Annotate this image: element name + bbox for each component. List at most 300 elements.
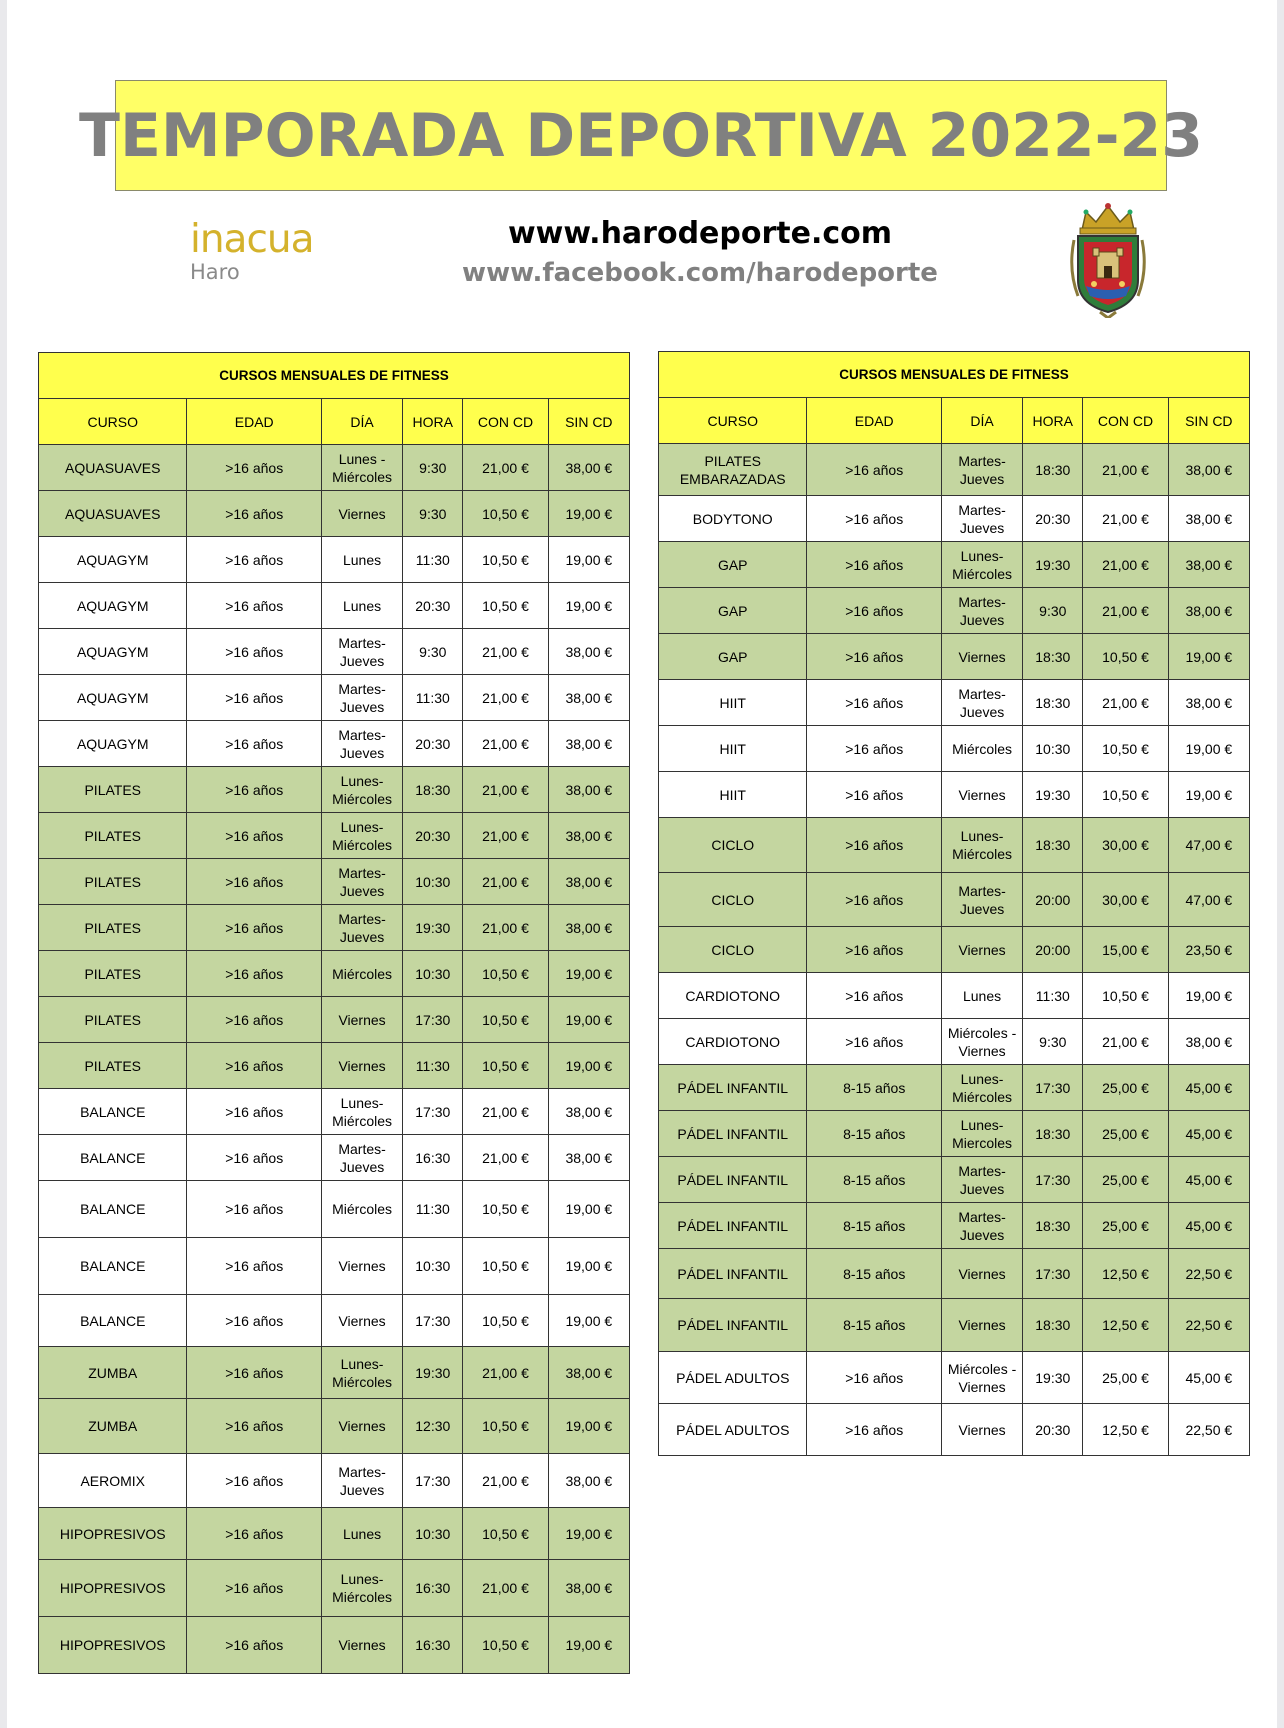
cell-hora: 9:30 bbox=[1023, 1019, 1083, 1065]
cell-sin-cd: 38,00 € bbox=[1168, 542, 1249, 588]
cell-hora: 12:30 bbox=[403, 1399, 463, 1454]
cell-curso bbox=[659, 1065, 807, 1111]
column-header-con-cd: CON CD bbox=[463, 399, 548, 445]
column-header-dia: DÍA bbox=[941, 398, 1022, 444]
cell-edad: 8-15 años bbox=[807, 1065, 941, 1111]
column-header-hora: HORA bbox=[1023, 398, 1083, 444]
cell-dia bbox=[941, 444, 1022, 496]
table-row bbox=[659, 973, 1250, 1019]
cell-sin-cd: 19,00 € bbox=[1168, 726, 1249, 772]
table-row bbox=[39, 1181, 630, 1238]
cell-curso-line: PÁDEL ADULTOS bbox=[676, 1369, 790, 1386]
cell-dia bbox=[941, 927, 1022, 973]
cell-sin-cd: 38,00 € bbox=[548, 905, 629, 951]
page-title: TEMPORADA DEPORTIVA 2022-23 bbox=[79, 100, 1203, 171]
cell-dia-line: Miércoles bbox=[952, 846, 1012, 862]
cell-con-cd: 21,00 € bbox=[463, 1135, 548, 1181]
cell-con-cd: 25,00 € bbox=[1083, 1157, 1168, 1203]
cell-curso bbox=[659, 680, 807, 726]
fitness-table-left bbox=[38, 352, 630, 1674]
cell-edad: >16 años bbox=[807, 873, 941, 927]
cell-hora: 19:30 bbox=[1023, 1352, 1083, 1404]
table-row bbox=[39, 1454, 630, 1508]
cell-hora: 10:30 bbox=[1023, 726, 1083, 772]
cell-dia bbox=[941, 973, 1022, 1019]
cell-edad: >16 años bbox=[807, 634, 941, 680]
cell-dia-line: Miércoles bbox=[952, 740, 1012, 757]
cell-dia bbox=[321, 491, 402, 537]
cell-sin-cd: 38,00 € bbox=[548, 1347, 629, 1399]
cell-edad: >16 años bbox=[807, 973, 941, 1019]
cell-sin-cd: 19,00 € bbox=[1168, 973, 1249, 1019]
cell-dia bbox=[941, 818, 1022, 873]
cell-dia-line: Martes- bbox=[958, 501, 1006, 518]
cell-hora: 19:30 bbox=[403, 905, 463, 951]
cell-curso bbox=[659, 1404, 807, 1456]
cell-edad: >16 años bbox=[807, 680, 941, 726]
cell-curso bbox=[659, 927, 807, 973]
table-row bbox=[39, 813, 630, 859]
cell-hora: 9:30 bbox=[1023, 588, 1083, 634]
cell-edad: >16 años bbox=[187, 997, 321, 1043]
cell-dia-line: Viernes bbox=[958, 941, 1006, 958]
cell-sin-cd: 38,00 € bbox=[548, 767, 629, 813]
cell-curso bbox=[659, 634, 807, 680]
cell-con-cd: 10,50 € bbox=[1083, 973, 1168, 1019]
cell-hora: 16:30 bbox=[403, 1135, 463, 1181]
cell-hora: 20:30 bbox=[403, 813, 463, 859]
cell-edad: >16 años bbox=[807, 818, 941, 873]
table-row bbox=[659, 1019, 1250, 1065]
cell-sin-cd: 47,00 € bbox=[1168, 818, 1249, 873]
cell-dia-line: Miércoles bbox=[332, 965, 392, 982]
cell-curso-line: CARDIOTONO bbox=[685, 1033, 781, 1050]
title-banner bbox=[79, 80, 1203, 191]
cell-con-cd: 25,00 € bbox=[1083, 1065, 1168, 1111]
table-row bbox=[39, 721, 630, 767]
cell-hora: 18:30 bbox=[1023, 1111, 1083, 1157]
column-header-edad: EDAD bbox=[187, 399, 321, 445]
cell-curso bbox=[659, 973, 807, 1019]
cell-hora: 17:30 bbox=[403, 1454, 463, 1508]
cell-dia-line: Lunes- bbox=[960, 1116, 1004, 1133]
cell-sin-cd: 38,00 € bbox=[548, 629, 629, 675]
cell-sin-cd: 22,50 € bbox=[1168, 1404, 1249, 1456]
cell-curso bbox=[659, 818, 807, 873]
cell-dia-line: Miércoles - bbox=[947, 1360, 1017, 1377]
cell-curso bbox=[659, 1299, 807, 1352]
cell-hora: 10:30 bbox=[403, 859, 463, 905]
cell-edad: >16 años bbox=[187, 721, 321, 767]
cell-dia-line: Viernes bbox=[958, 1317, 1006, 1333]
cell-dia-line: Martes- bbox=[338, 680, 386, 697]
cell-curso-line: PÁDEL INFANTIL bbox=[677, 1217, 789, 1234]
table-row bbox=[659, 444, 1250, 496]
cell-curso bbox=[659, 1249, 807, 1299]
cell-edad: >16 años bbox=[187, 1089, 321, 1135]
cell-sin-cd: 23,50 € bbox=[1168, 927, 1249, 973]
cell-dia bbox=[941, 1249, 1022, 1299]
cell-dia bbox=[321, 1347, 402, 1399]
cell-curso-line: PÁDEL INFANTIL bbox=[677, 1125, 789, 1142]
cell-sin-cd: 19,00 € bbox=[548, 1043, 629, 1089]
table-row bbox=[659, 542, 1250, 588]
facebook-link[interactable]: www.facebook.com/harodeporte bbox=[462, 258, 938, 288]
cell-sin-cd: 38,00 € bbox=[1168, 496, 1249, 542]
cell-sin-cd: 38,00 € bbox=[548, 675, 629, 721]
cell-hora: 10:30 bbox=[403, 951, 463, 997]
cell-dia-line: Martes- bbox=[958, 452, 1006, 469]
cell-hora: 18:30 bbox=[1023, 444, 1083, 496]
cell-dia-line: Miércoles - bbox=[947, 1024, 1017, 1041]
cell-dia-line: Miércoles bbox=[332, 790, 392, 807]
cell-dia-line: Jueves bbox=[959, 611, 1005, 628]
cell-edad: >16 años bbox=[187, 1454, 321, 1508]
cell-curso: AQUASUAVES bbox=[39, 491, 187, 537]
cell-sin-cd: 19,00 € bbox=[548, 491, 629, 537]
cell-con-cd: 30,00 € bbox=[1083, 873, 1168, 927]
cell-curso bbox=[659, 873, 807, 927]
cell-curso: ZUMBA bbox=[39, 1347, 187, 1399]
table-row bbox=[39, 675, 630, 721]
cell-dia bbox=[321, 445, 402, 491]
table-row bbox=[39, 905, 630, 951]
cell-con-cd: 21,00 € bbox=[1083, 496, 1168, 542]
cell-curso-line: BODYTONO bbox=[692, 510, 773, 527]
cell-dia-line: Martes- bbox=[338, 910, 386, 927]
cell-dia bbox=[321, 583, 402, 629]
cell-curso: AQUAGYM bbox=[39, 629, 187, 675]
table-row bbox=[39, 951, 630, 997]
cell-hora: 16:30 bbox=[403, 1560, 463, 1617]
cell-curso: HIPOPRESIVOS bbox=[39, 1617, 187, 1674]
column-header-dia: DÍA bbox=[321, 399, 402, 445]
cell-sin-cd: 38,00 € bbox=[1168, 680, 1249, 726]
table-row bbox=[659, 1299, 1250, 1352]
table-row bbox=[659, 927, 1250, 973]
cell-dia-line: Martes- bbox=[338, 1140, 386, 1157]
cell-edad: >16 años bbox=[807, 726, 941, 772]
cell-curso bbox=[659, 496, 807, 542]
table-row bbox=[659, 1111, 1250, 1157]
cell-dia bbox=[941, 772, 1022, 818]
cell-con-cd: 21,00 € bbox=[1083, 1019, 1168, 1065]
table-row bbox=[39, 1399, 630, 1454]
table-row bbox=[659, 1352, 1250, 1404]
cell-edad: >16 años bbox=[187, 1347, 321, 1399]
cell-dia bbox=[321, 813, 402, 859]
cell-curso-line: CARDIOTONO bbox=[685, 987, 781, 1004]
cell-hora: 16:30 bbox=[403, 1617, 463, 1674]
cell-con-cd: 10,50 € bbox=[463, 1043, 548, 1089]
page-edge-right bbox=[1277, 0, 1284, 1728]
cell-curso: BALANCE bbox=[39, 1181, 187, 1238]
cell-dia-line: Lunes- bbox=[340, 818, 384, 835]
table-row bbox=[39, 859, 630, 905]
cell-dia-line: Miércoles bbox=[332, 468, 392, 485]
cell-con-cd: 21,00 € bbox=[1083, 444, 1168, 496]
cell-dia-line: Jueves bbox=[959, 1180, 1005, 1197]
cell-dia-line: Viernes bbox=[338, 1312, 386, 1329]
logo-main-text: inacua bbox=[190, 217, 314, 262]
table-row bbox=[659, 1203, 1250, 1249]
cell-dia bbox=[321, 905, 402, 951]
table-row bbox=[39, 537, 630, 583]
cell-con-cd: 25,00 € bbox=[1083, 1352, 1168, 1404]
cell-dia bbox=[321, 1135, 402, 1181]
cell-dia-line: Lunes- bbox=[340, 1571, 384, 1587]
cell-curso-line: PÁDEL INFANTIL bbox=[677, 1171, 789, 1188]
coat-of-arms-icon bbox=[1064, 200, 1152, 318]
cell-curso bbox=[659, 588, 807, 634]
cell-dia-line: Martes- bbox=[958, 882, 1006, 899]
table-row bbox=[39, 1560, 630, 1617]
cell-dia bbox=[941, 1157, 1022, 1203]
cell-con-cd: 21,00 € bbox=[463, 675, 548, 721]
cell-hora: 17:30 bbox=[403, 1089, 463, 1135]
cell-dia bbox=[321, 675, 402, 721]
cell-curso bbox=[659, 1203, 807, 1249]
cell-dia-line: Viernes bbox=[338, 505, 386, 522]
cell-dia-line: Lunes - bbox=[338, 450, 386, 467]
cell-con-cd: 12,50 € bbox=[1083, 1299, 1168, 1352]
cell-hora: 20:30 bbox=[1023, 496, 1083, 542]
cell-curso: AQUASUAVES bbox=[39, 445, 187, 491]
logo-sub-text: Haro bbox=[190, 260, 240, 284]
cell-dia-line: Lunes- bbox=[960, 547, 1004, 564]
cell-dia bbox=[321, 1238, 402, 1295]
table-row bbox=[659, 772, 1250, 818]
cell-dia-line: Viernes bbox=[958, 1421, 1006, 1438]
cell-edad: >16 años bbox=[187, 1238, 321, 1295]
cell-con-cd: 10,50 € bbox=[463, 1181, 548, 1238]
cell-curso bbox=[659, 444, 807, 496]
cell-edad: >16 años bbox=[807, 1019, 941, 1065]
cell-edad: >16 años bbox=[807, 588, 941, 634]
cell-dia bbox=[941, 634, 1022, 680]
cell-sin-cd: 38,00 € bbox=[1168, 588, 1249, 634]
cell-dia bbox=[321, 1181, 402, 1238]
cell-hora: 20:30 bbox=[403, 721, 463, 767]
table-row bbox=[659, 496, 1250, 542]
cell-hora: 10:30 bbox=[403, 1238, 463, 1295]
table-caption: CURSOS MENSUALES DE FITNESS bbox=[39, 353, 630, 399]
cell-curso: AQUAGYM bbox=[39, 537, 187, 583]
cell-dia-line: Lunes bbox=[342, 1525, 382, 1542]
cell-dia bbox=[321, 1399, 402, 1454]
cell-sin-cd: 38,00 € bbox=[548, 1560, 629, 1617]
cell-dia bbox=[941, 680, 1022, 726]
cell-curso-line: HIIT bbox=[719, 786, 746, 803]
cell-con-cd: 21,00 € bbox=[463, 721, 548, 767]
cell-edad: >16 años bbox=[807, 1352, 941, 1404]
cell-sin-cd: 38,00 € bbox=[548, 1089, 629, 1135]
cell-con-cd: 10,50 € bbox=[463, 1295, 548, 1347]
cell-con-cd: 10,50 € bbox=[463, 951, 548, 997]
cell-curso: BALANCE bbox=[39, 1295, 187, 1347]
table-row bbox=[39, 1617, 630, 1674]
cell-dia-line: Jueves bbox=[339, 744, 385, 761]
cell-curso: PILATES bbox=[39, 859, 187, 905]
cell-con-cd: 10,50 € bbox=[1083, 634, 1168, 680]
cell-dia-line: Martes- bbox=[338, 634, 386, 651]
cell-sin-cd: 19,00 € bbox=[548, 1295, 629, 1347]
cell-edad: >16 años bbox=[187, 1399, 321, 1454]
cell-dia bbox=[941, 873, 1022, 927]
cell-con-cd: 10,50 € bbox=[463, 491, 548, 537]
cell-dia bbox=[321, 1560, 402, 1617]
cell-con-cd: 21,00 € bbox=[1083, 680, 1168, 726]
cell-hora: 9:30 bbox=[403, 445, 463, 491]
cell-edad: >16 años bbox=[187, 1617, 321, 1674]
cell-con-cd: 10,50 € bbox=[463, 1399, 548, 1454]
cell-edad: >16 años bbox=[187, 1295, 321, 1347]
cell-dia bbox=[941, 588, 1022, 634]
cell-curso bbox=[659, 542, 807, 588]
table-row bbox=[39, 445, 630, 491]
cell-sin-cd: 38,00 € bbox=[548, 1135, 629, 1181]
table-row bbox=[39, 1508, 630, 1560]
cell-curso: PILATES bbox=[39, 997, 187, 1043]
cell-con-cd: 21,00 € bbox=[463, 1560, 548, 1617]
cell-con-cd: 21,00 € bbox=[1083, 588, 1168, 634]
table-row bbox=[659, 818, 1250, 873]
cell-edad: >16 años bbox=[187, 629, 321, 675]
cell-sin-cd: 45,00 € bbox=[1168, 1352, 1249, 1404]
cell-dia-line: Jueves bbox=[959, 519, 1005, 536]
cell-dia-line: Viernes bbox=[338, 1637, 386, 1653]
cell-dia bbox=[941, 1352, 1022, 1404]
cell-sin-cd: 38,00 € bbox=[548, 445, 629, 491]
cell-dia-line: Jueves bbox=[339, 928, 385, 945]
cell-curso: PILATES bbox=[39, 905, 187, 951]
cell-con-cd: 25,00 € bbox=[1083, 1111, 1168, 1157]
cell-curso: HIPOPRESIVOS bbox=[39, 1560, 187, 1617]
cell-curso-line: PILATES bbox=[704, 452, 762, 469]
column-header-curso: CURSO bbox=[659, 398, 807, 444]
cell-sin-cd: 19,00 € bbox=[548, 1508, 629, 1560]
cell-edad: >16 años bbox=[187, 583, 321, 629]
cell-hora: 17:30 bbox=[1023, 1249, 1083, 1299]
cell-hora: 18:30 bbox=[1023, 818, 1083, 873]
cell-dia-line: Miércoles bbox=[952, 1088, 1012, 1105]
cell-hora: 17:30 bbox=[403, 1295, 463, 1347]
cell-con-cd: 10,50 € bbox=[463, 1238, 548, 1295]
cell-curso: AQUAGYM bbox=[39, 583, 187, 629]
table-row bbox=[659, 1404, 1250, 1456]
cell-hora: 11:30 bbox=[1023, 973, 1083, 1019]
cell-con-cd: 15,00 € bbox=[1083, 927, 1168, 973]
cell-dia-line: Miércoles bbox=[332, 1112, 392, 1129]
cell-edad: >16 años bbox=[187, 951, 321, 997]
cell-dia bbox=[941, 726, 1022, 772]
cell-con-cd: 10,50 € bbox=[463, 537, 548, 583]
cell-edad: >16 años bbox=[187, 491, 321, 537]
cell-edad: >16 años bbox=[807, 1404, 941, 1456]
cell-curso: PILATES bbox=[39, 813, 187, 859]
cell-dia-line: Jueves bbox=[959, 1226, 1005, 1243]
cell-curso-line: CICLO bbox=[711, 941, 755, 958]
cell-hora: 18:30 bbox=[1023, 634, 1083, 680]
cell-sin-cd: 45,00 € bbox=[1168, 1203, 1249, 1249]
cell-sin-cd: 38,00 € bbox=[548, 859, 629, 905]
table-row bbox=[39, 767, 630, 813]
cell-edad: >16 años bbox=[187, 859, 321, 905]
cell-edad: >16 años bbox=[807, 542, 941, 588]
cell-sin-cd: 19,00 € bbox=[548, 1617, 629, 1674]
cell-edad: >16 años bbox=[187, 767, 321, 813]
cell-dia-line: Viernes bbox=[958, 648, 1006, 665]
cell-dia-line: Martes- bbox=[338, 1463, 386, 1480]
table-row bbox=[39, 1089, 630, 1135]
table-row bbox=[39, 583, 630, 629]
table-row bbox=[659, 1249, 1250, 1299]
cell-edad: >16 años bbox=[187, 1560, 321, 1617]
table-row bbox=[39, 1238, 630, 1295]
cell-dia bbox=[321, 767, 402, 813]
cell-con-cd: 21,00 € bbox=[463, 629, 548, 675]
cell-dia-line: Miércoles bbox=[332, 836, 392, 853]
cell-dia-line: Lunes bbox=[342, 597, 382, 614]
cell-curso-line: PÁDEL ADULTOS bbox=[676, 1421, 790, 1438]
cell-curso bbox=[659, 1019, 807, 1065]
column-header-hora: HORA bbox=[403, 399, 463, 445]
cell-hora: 20:00 bbox=[1023, 873, 1083, 927]
cell-hora: 18:30 bbox=[403, 767, 463, 813]
cell-dia-line: Jueves bbox=[339, 652, 385, 669]
cell-dia-line: Martes- bbox=[958, 1162, 1006, 1179]
table-row bbox=[659, 1065, 1250, 1111]
cell-curso-line: GAP bbox=[717, 648, 748, 665]
cell-edad: >16 años bbox=[187, 537, 321, 583]
cell-curso-line: HIIT bbox=[719, 694, 746, 711]
cell-sin-cd: 19,00 € bbox=[548, 537, 629, 583]
cell-curso: ZUMBA bbox=[39, 1399, 187, 1454]
cell-curso bbox=[659, 1352, 807, 1404]
cell-edad: 8-15 años bbox=[807, 1299, 941, 1352]
cell-curso bbox=[659, 726, 807, 772]
cell-curso: BALANCE bbox=[39, 1238, 187, 1295]
cell-dia bbox=[321, 721, 402, 767]
cell-con-cd: 10,50 € bbox=[463, 1617, 548, 1674]
table-row bbox=[659, 588, 1250, 634]
cell-edad: >16 años bbox=[187, 813, 321, 859]
cell-edad: >16 años bbox=[187, 1181, 321, 1238]
cell-dia-line: Martes- bbox=[338, 864, 386, 881]
cell-hora: 18:30 bbox=[1023, 1203, 1083, 1249]
cell-sin-cd: 38,00 € bbox=[548, 813, 629, 859]
cell-hora: 17:30 bbox=[1023, 1065, 1083, 1111]
cell-hora: 9:30 bbox=[403, 629, 463, 675]
cell-dia-line: Miércoles bbox=[332, 1589, 392, 1605]
cell-dia bbox=[941, 1019, 1022, 1065]
cell-hora: 17:30 bbox=[1023, 1157, 1083, 1203]
column-header-curso: CURSO bbox=[39, 399, 187, 445]
cell-dia-line: Viernes bbox=[338, 1011, 386, 1028]
table-row bbox=[659, 873, 1250, 927]
website-link[interactable]: www.harodeporte.com bbox=[507, 216, 893, 251]
table-row bbox=[39, 629, 630, 675]
cell-dia-line: Lunes- bbox=[340, 1355, 384, 1372]
cell-con-cd: 21,00 € bbox=[463, 859, 548, 905]
column-header-edad: EDAD bbox=[807, 398, 941, 444]
table-row bbox=[39, 491, 630, 537]
cell-hora: 19:30 bbox=[403, 1347, 463, 1399]
cell-dia bbox=[321, 1617, 402, 1674]
cell-hora: 20:30 bbox=[403, 583, 463, 629]
cell-dia-line: Lunes- bbox=[960, 1070, 1004, 1087]
cell-con-cd: 10,50 € bbox=[1083, 726, 1168, 772]
